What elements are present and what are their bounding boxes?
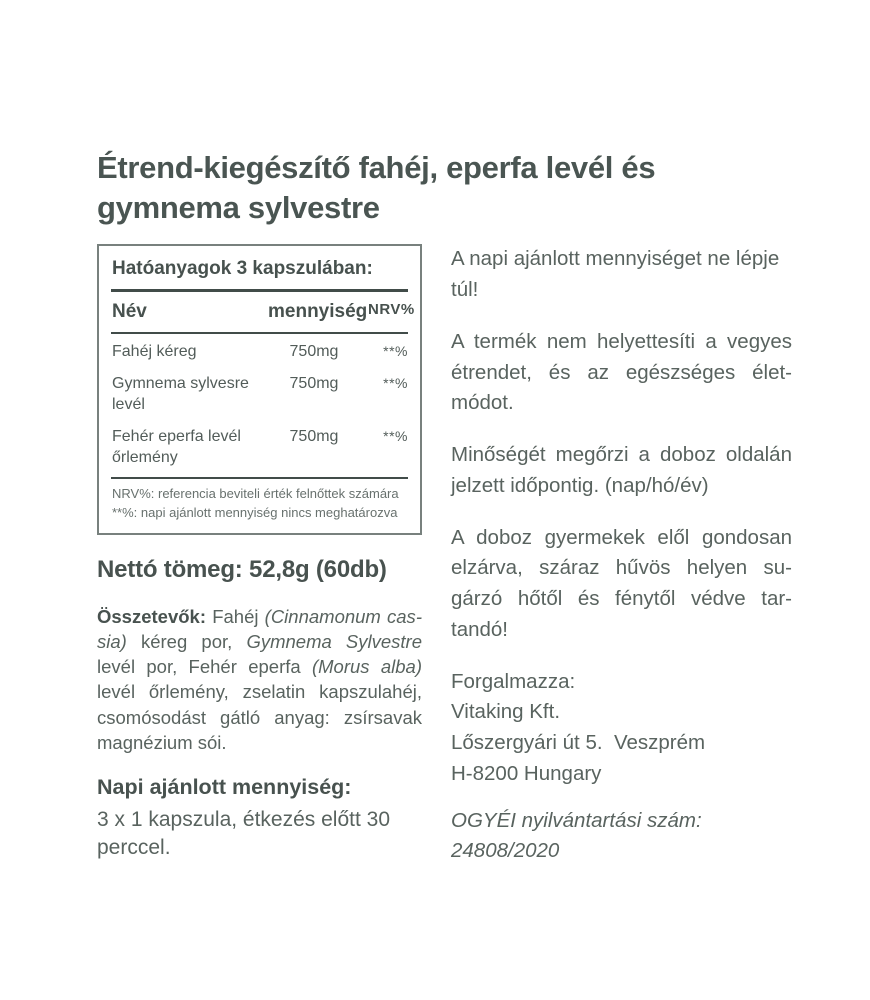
ingredients-text: levél por, Fehér eperfa [97, 656, 312, 678]
left-column [97, 244, 422, 861]
ingredients-latin-name: Gymnema Sylvestre [246, 631, 423, 653]
ingredient-name: Fahéj kéreg [112, 343, 197, 361]
column-header-quantity: mennyiség [268, 301, 368, 323]
ingredients-separator: : [199, 606, 213, 628]
note-expiry: Minőségét megőrzi a doboz oldalán jelzett időpontig. (nap/hó/év) [451, 443, 792, 497]
ingredient-name: Fehér eperfa levél őrlemény [112, 427, 241, 466]
table-row [111, 334, 408, 366]
ingredient-name: Gymnema sylvesre levél [112, 375, 249, 413]
distributor-block [451, 667, 792, 790]
ingredients-paragraph [97, 604, 422, 755]
ingredient-quantity: 750mg [289, 375, 339, 393]
page-title: Étrend-kiegészítő fahéj, eperfa levél és gymnema sylvestre [97, 150, 656, 225]
ingredients-label: Összetevők [97, 606, 200, 628]
ingredient-nrv: **% [383, 427, 408, 444]
content-columns [97, 244, 792, 888]
table-row [111, 419, 408, 472]
net-weight-heading: Nettó tömeg: 52,8g (60db) [97, 556, 387, 584]
ingredients-text: levél őrlemény, zselatin kapszulahéj, csomósodást gátló anyag: zsírsavak magnézium sói. [97, 681, 422, 753]
distributor-company: Vitaking Kft. [451, 700, 561, 724]
table-row [111, 366, 408, 419]
ingredient-nrv: **% [383, 343, 408, 360]
table-title: Hatóanyagok 3 kapszulában: [112, 258, 373, 280]
footnote-daily: **%: napi ajánlott mennyiség nincs meghatározva [112, 505, 398, 521]
ingredient-quantity: 750mg [289, 343, 339, 361]
daily-dose-heading: Napi ajánlott mennyiség: [97, 774, 352, 799]
warning-balanced-diet: A termék nem helyettesíti a vegyes étrendet, és az egészséges életmódot. [451, 329, 792, 415]
table-header-row [111, 292, 415, 332]
table-footnotes [111, 479, 408, 525]
ingredients-latin-name: (Cinnamonum cassia) [97, 606, 422, 653]
distributor-country: H-8200 Hungary [451, 761, 602, 785]
note-storage: A doboz gyermekek elől gondosan elzárva, száraz hűvös helyen sugárzó hőtől és fénytől védve tartandó! [451, 525, 792, 641]
column-header-name: Név [112, 301, 147, 323]
footnote-nrv: NRV%: referencia beviteli érték felnőttek számára [112, 486, 399, 502]
column-header-nrv: NRV% [368, 301, 415, 319]
ingredient-nrv: **% [383, 375, 408, 392]
distributor-address: Lőszergyári út 5. Veszprém [451, 731, 706, 755]
right-column [451, 244, 792, 888]
ingredients-text: Fahéj [212, 606, 265, 628]
warning-daily-limit: A napi ajánlott mennyiséget ne lépje túl! [451, 247, 780, 302]
distributor-heading: Forgalmazza: [451, 669, 576, 693]
registration-number: OGYÉI nyilvántartási szám: 24808/2020 [451, 808, 702, 863]
active-ingredients-table [97, 244, 422, 535]
daily-dose-text: 3 x 1 kapszula, étkezés előtt 30 perccel. [97, 807, 391, 859]
ingredients-latin-name: (Morus alba) [311, 656, 423, 678]
ingredient-quantity: 750mg [289, 427, 339, 445]
ingredients-text: kéreg por, [126, 631, 247, 653]
